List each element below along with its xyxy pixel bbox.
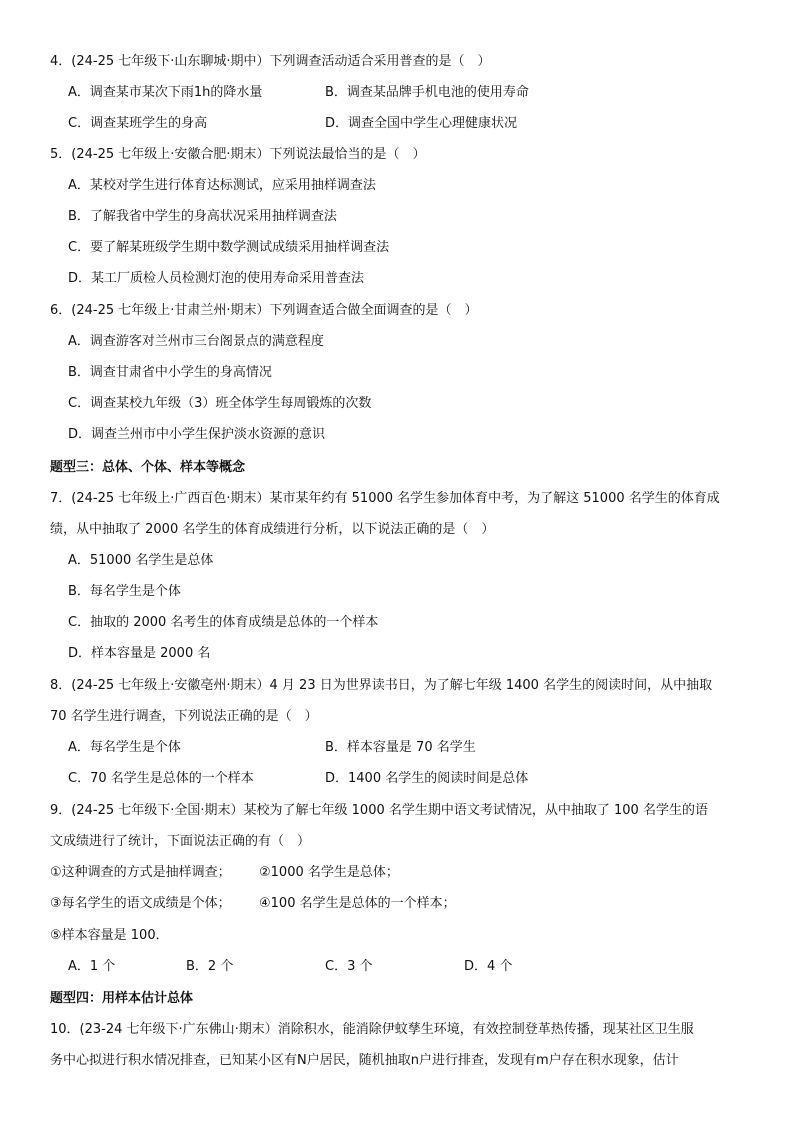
question-4-option-c: C．调查某班学生的身高 <box>68 116 208 131</box>
question-7-stem-line2: 绩，从中抽取了 2000 名学生的体育成绩进行分析，以下说法正确的是（ ） <box>50 522 495 537</box>
question-5-option-d: D．某工厂质检人员检测灯泡的使用寿命采用普查法 <box>68 271 365 286</box>
question-6-option-c: C．调查某校九年级（3）班全体学生每周锻炼的次数 <box>68 396 372 411</box>
question-5-option-a: A．某校对学生进行体育达标测试，应采用抽样调查法 <box>68 178 376 193</box>
question-6-stem: 6．(24-25 七年级上·甘肃兰州·期末）下列调查适合做全面调查的是（ ） <box>50 303 478 318</box>
question-4-stem: 4．(24-25 七年级下·山东聊城·期中）下列调查活动适合采用普查的是（ ） <box>50 54 491 69</box>
question-9-stem-line1: 9．(24-25 七年级下·全国·期末）某校为了解七年级 1000 名学生期中语文考试情况，从中抽取了 100 名学生的语 <box>50 803 708 818</box>
question-9-option-a: A．1 个 <box>68 959 116 974</box>
question-5-stem: 5．(24-25 七年级上·安徽合肥·期末）下列说法最恰当的是（ ） <box>50 147 426 162</box>
question-6-option-a: A．调查游客对兰州市三台阁景点的满意程度 <box>68 334 324 349</box>
question-5-option-b: B．了解我省中学生的身高状况采用抽样调查法 <box>68 209 337 224</box>
question-8-stem-line1: 8．(24-25 七年级上·安徽亳州·期末）4 月 23 日为世界读书日，为了解七年级 1400 名学生的阅读时间，从中抽取 <box>50 678 713 693</box>
question-7-option-c: C．抽取的 2000 名考生的体育成绩是总体的一个样本 <box>68 615 379 630</box>
question-9-statement-4: ④100 名学生是总体的一个样本； <box>259 896 456 911</box>
question-9-stem-line2: 文成绩进行了统计，下面说法正确的有（ ） <box>50 834 311 849</box>
question-9-statement-5: ⑤样本容量是 100． <box>50 928 169 943</box>
question-9-option-d: D．4 个 <box>464 959 513 974</box>
question-8-option-a: A．每名学生是个体 <box>68 740 181 755</box>
question-4-option-b: B．调查某品牌手机电池的使用寿命 <box>325 85 529 100</box>
question-9-option-c: C．3 个 <box>325 959 373 974</box>
question-7-stem-line1: 7．(24-25 七年级上·广西百色·期末）某市某年约有 51000 名学生参加体育中考，为了解这 51000 名学生的体育成 <box>50 491 720 506</box>
question-5-option-c: C．要了解某班级学生期中数学测试成绩采用抽样调查法 <box>68 240 390 255</box>
question-7-option-d: D．样本容量是 2000 名 <box>68 646 211 661</box>
question-9-statement-3: ③每名学生的语文成绩是个体； <box>50 896 231 911</box>
question-6-option-d: D．调查兰州市中小学生保护淡水资源的意识 <box>68 427 326 442</box>
question-9-option-b: B．2 个 <box>186 959 234 974</box>
section-heading-3: 题型三：总体、个体、样本等概念 <box>50 460 246 475</box>
question-8-option-b: B．样本容量是 70 名学生 <box>325 740 476 755</box>
question-8-stem-line2: 70 名学生进行调查，下列说法正确的是（ ） <box>50 709 318 724</box>
question-6-option-b: B．调查甘肃省中小学生的身高情况 <box>68 365 272 380</box>
question-9-statement-2: ②1000 名学生是总体； <box>259 865 399 880</box>
question-7-option-a: A．51000 名学生是总体 <box>68 553 214 568</box>
question-10-stem-line1: 10．(23-24 七年级下·广东佛山·期末）消除积水，能消除伊蚊孳生环境，有效控制登革热传播，现某社区卫生服 <box>50 1022 694 1037</box>
question-10-stem-line2: 务中心拟进行积水情况排查，已知某小区有N户居民，随机抽取n户进行排查，发现有m户存在积水现象，估计 <box>50 1053 679 1068</box>
question-9-statement-1: ①这种调查的方式是抽样调查； <box>50 865 231 880</box>
question-4-option-a: A．调查某市某次下雨1h的降水量 <box>68 85 263 100</box>
question-8-option-d: D．1400 名学生的阅读时间是总体 <box>325 771 529 786</box>
question-7-option-b: B．每名学生是个体 <box>68 584 181 599</box>
section-heading-4: 题型四：用样本估计总体 <box>50 991 194 1006</box>
question-8-option-c: C．70 名学生是总体的一个样本 <box>68 771 254 786</box>
question-4-option-d: D．调查全国中学生心理健康状况 <box>325 116 518 131</box>
